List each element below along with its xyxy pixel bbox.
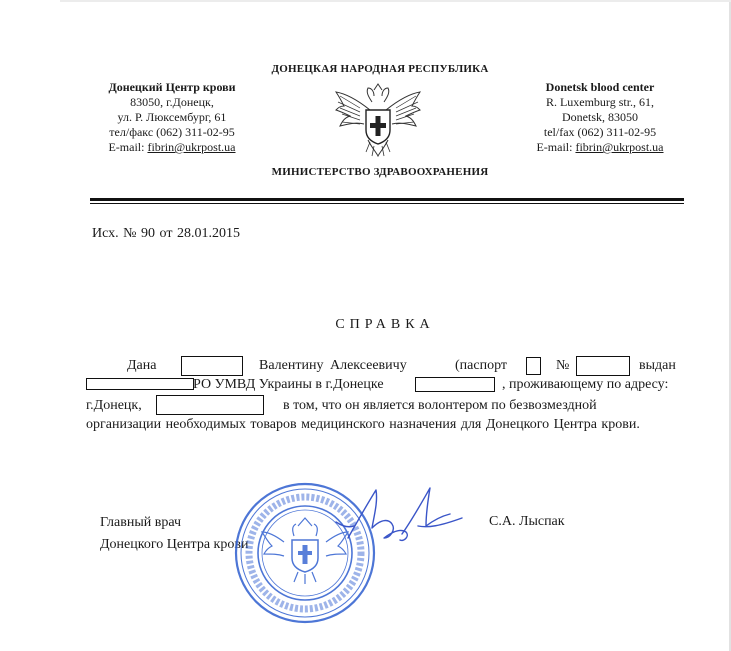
org-name-en: Donetsk blood center bbox=[545, 80, 655, 94]
phone-en: tel/fax (062) 311-02-95 bbox=[543, 125, 657, 139]
outgoing-reference bbox=[92, 226, 240, 242]
street-en: R. Luxemburg str., 61, bbox=[545, 95, 655, 109]
ref-number: 90 bbox=[141, 226, 155, 241]
redaction-box-issuer-prefix bbox=[86, 378, 194, 390]
ref-date-prefix: от bbox=[159, 226, 173, 241]
org-name-ru: Донецкий Центр крови bbox=[108, 80, 236, 94]
street-ru: ул. Р. Люксембург, 61 bbox=[117, 110, 227, 124]
ref-date: 28.01.2015 bbox=[176, 226, 240, 241]
signatory-position bbox=[100, 512, 248, 556]
ministry-name: МИНИСТЕРСТВО ЗДРАВООХРАНЕНИЯ bbox=[271, 166, 489, 178]
email-link-en[interactable]: fibrin@ukrpost.ua bbox=[575, 140, 664, 154]
postcode-city-ru: 83050, г.Донецк, bbox=[130, 95, 214, 109]
redaction-box-address bbox=[156, 395, 264, 415]
email-prefix: E-mail: bbox=[536, 140, 576, 154]
header-right-block bbox=[521, 80, 679, 155]
redaction-box-passport-number bbox=[576, 356, 630, 376]
body-passport: (паспорт bbox=[455, 358, 508, 373]
document-title: СПРАВКА bbox=[335, 317, 435, 332]
email-link-ru[interactable]: fibrin@ukrpost.ua bbox=[147, 140, 236, 154]
position-line-2: Донецкого Центра крови bbox=[100, 537, 249, 552]
email-line-ru bbox=[94, 140, 250, 155]
header-divider-thin bbox=[90, 203, 684, 204]
body-line-4: организации необходимых товаров медицинского назначения для Донецкого Центра крови. bbox=[86, 417, 640, 432]
body-that-is: в том, что он является волонтером по безвозмездной bbox=[283, 398, 597, 413]
email-prefix: E-mail: bbox=[108, 140, 148, 154]
body-residence: , проживающему по адресу: bbox=[502, 377, 669, 392]
handwritten-signature bbox=[330, 480, 470, 552]
page-edge-top bbox=[60, 0, 731, 2]
ref-label: Исх. № bbox=[92, 226, 137, 241]
redaction-box-issue-date bbox=[415, 377, 495, 392]
body-name: Валентину Алексеевичу bbox=[259, 358, 407, 373]
body-city: г.Донецк, bbox=[86, 398, 142, 413]
body-number-sign: № bbox=[556, 358, 570, 373]
header-left-block bbox=[94, 80, 250, 155]
header-divider-thick bbox=[90, 198, 684, 201]
redaction-box-passport-series bbox=[526, 357, 541, 375]
body-issuer: РО УМВД Украины в г.Донецке bbox=[193, 377, 384, 392]
republic-name: ДОНЕЦКАЯ НАРОДНАЯ РЕСПУБЛИКА bbox=[271, 63, 489, 75]
signatory-name: С.А. Лыспак bbox=[489, 514, 565, 529]
double-headed-eagle-emblem bbox=[330, 80, 426, 160]
body-given: Дана bbox=[127, 358, 157, 373]
city-postcode-en: Donetsk, 83050 bbox=[562, 110, 638, 124]
redaction-box-surname bbox=[181, 356, 243, 376]
body-issued: выдан bbox=[639, 358, 676, 373]
phone-ru: тел/факс (062) 311-02-95 bbox=[109, 125, 235, 139]
email-line-en bbox=[521, 140, 679, 155]
position-line-1: Главный врач bbox=[100, 515, 182, 530]
